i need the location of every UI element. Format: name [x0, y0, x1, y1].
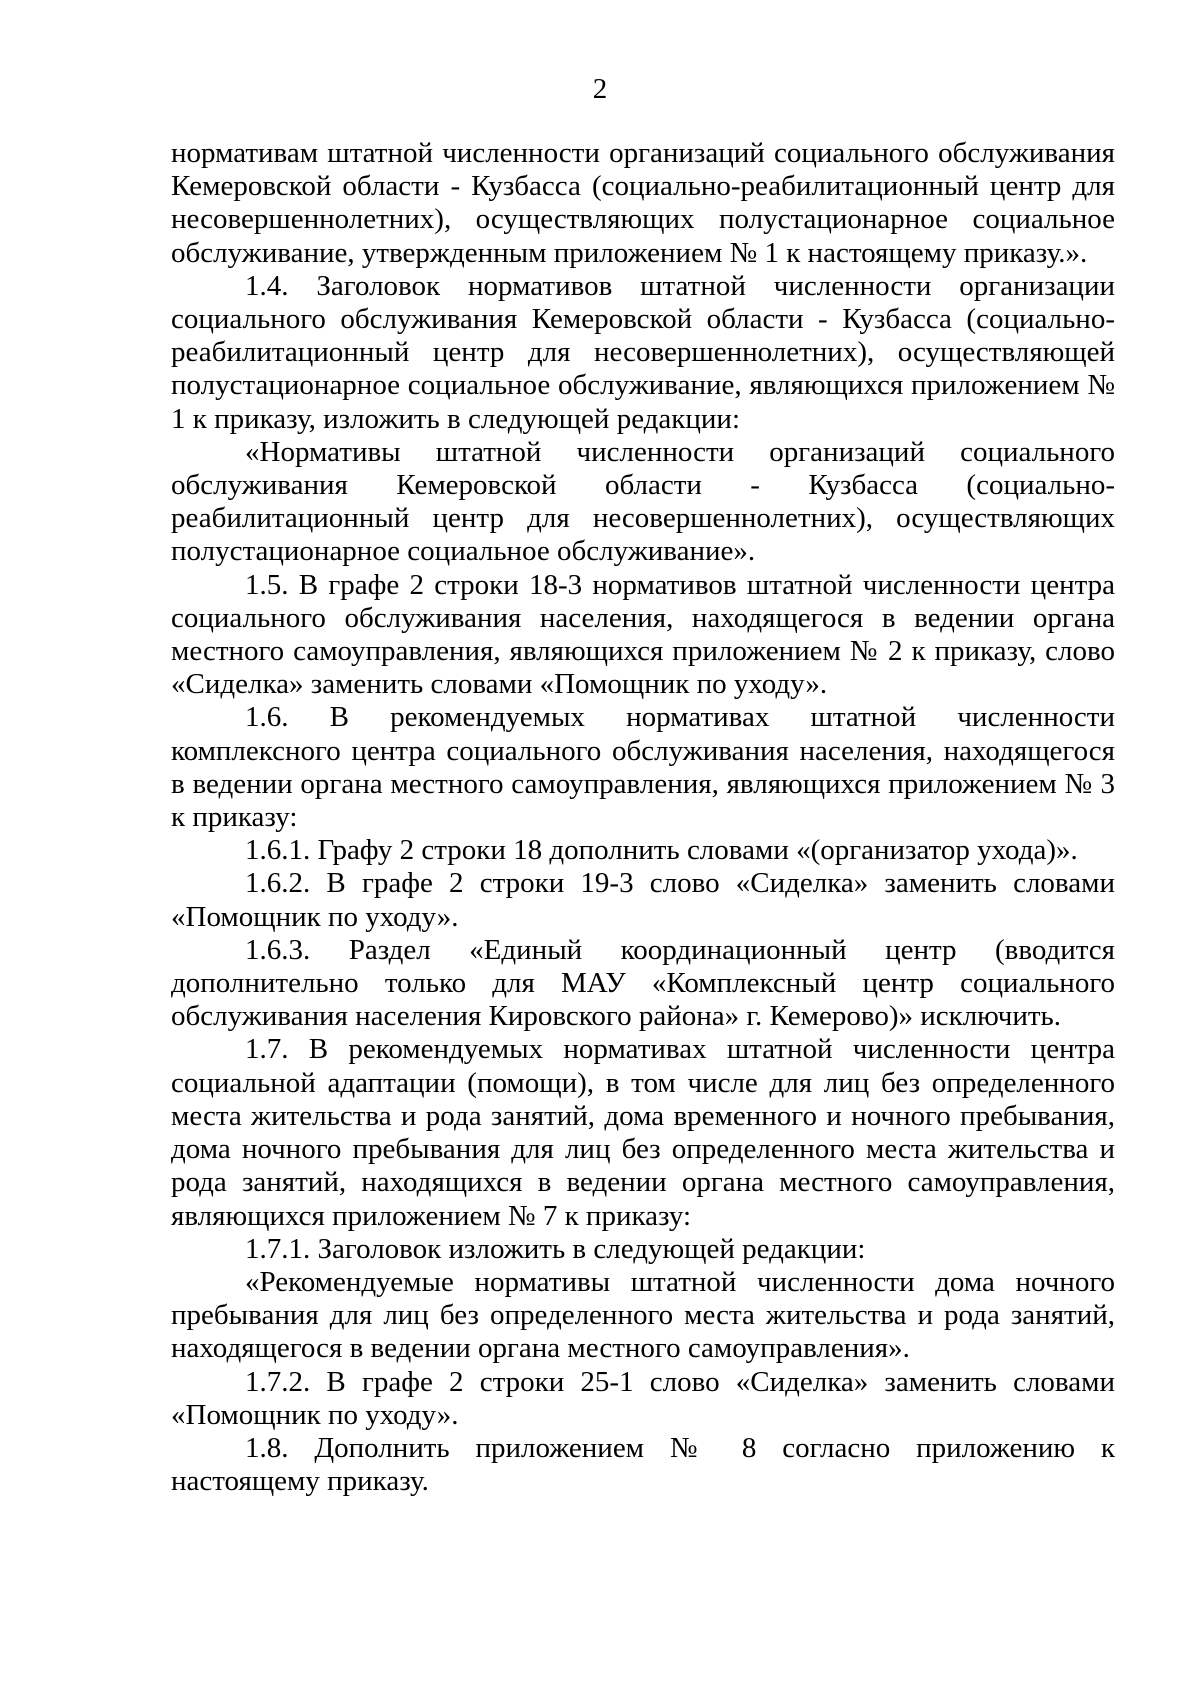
paragraph-continuation: нормативам штатной численности организаций социального обслуживания Кемеровской области - Кузбасса (социально-реабилитационный центр для несовершеннолетних), осуществляющих полустационарное социальное обслуживание, утвержденным приложением № 1 к настоящему приказу.». — [171, 137, 1115, 269]
document-body — [171, 137, 1115, 1498]
paragraph-quoted-title: «Нормативы штатной численности организаций социального обслуживания Кемеровской области - Кузбасса (социально-реабилитационный центр для несовершеннолетних), осуществляющих полустационарное социальное обслуживание». — [171, 435, 1115, 568]
paragraph-1-6-2: 1.6.2. В графе 2 строки 19-3 слово «Сиделка» заменить словами «Помощник по уходу». — [171, 867, 1115, 933]
paragraph-quoted-heading: «Рекомендуемые нормативы штатной численности дома ночного пребывания для лиц без определенного места жительства и рода занятий, находящегося в ведении органа местного самоуправления». — [171, 1265, 1115, 1365]
paragraph-1-6-1: 1.6.1. Графу 2 строки 18 дополнить словами «(организатор ухода)». — [245, 834, 1078, 867]
page-number: 2 — [592, 73, 608, 105]
paragraph-1-5: 1.5. В графе 2 строки 18-3 нормативов штатной численности центра социального обслуживания населения, находящегося в ведении органа местного самоуправления, являющихся приложением № 2 к приказу, слово «Сиделка» заменить словами «Помощник по уходу». — [171, 568, 1115, 701]
paragraph-1-6-3: 1.6.3. Раздел «Единый координационный центр (вводится дополнительно только для МАУ «Комплексный центр социального обслуживания населения Кировского района» г. Кемерово)» исключить. — [171, 933, 1115, 1033]
paragraph-1-7-2: 1.7.2. В графе 2 строки 25-1 слово «Сиделка» заменить словами «Помощник по уходу». — [171, 1365, 1115, 1431]
paragraph-1-7-1: 1.7.1. Заголовок изложить в следующей редакции: — [245, 1232, 866, 1265]
paragraph-1-8: 1.8. Дополнить приложением № 8 согласно приложению к настоящему приказу. — [171, 1431, 1115, 1498]
paragraph-1-6: 1.6. В рекомендуемых нормативах штатной численности комплексного центра социального обслуживания населения, находящегося в ведении органа местного самоуправления, являющихся приложением № 3 к приказу: — [171, 701, 1115, 834]
paragraph-1-7: 1.7. В рекомендуемых нормативах штатной численности центра социальной адаптации (помощи), в том числе для лиц без определенного места жительства и рода занятий, дома временного и ночного пребывания, дома ночного пребывания для лиц без определенного места жительства и рода занятий, находящихся в ведении органа местного самоуправления, являющихся приложением № 7 к приказу: — [171, 1033, 1115, 1232]
paragraph-1-4: 1.4. Заголовок нормативов штатной численности организации социального обслуживания Кемеровской области - Кузбасса (социально-реабилитационный центр для несовершеннолетних), осуществляющей полустационарное социальное обслуживание, являющихся приложением № 1 к приказу, изложить в следующей редакции: — [171, 269, 1115, 435]
